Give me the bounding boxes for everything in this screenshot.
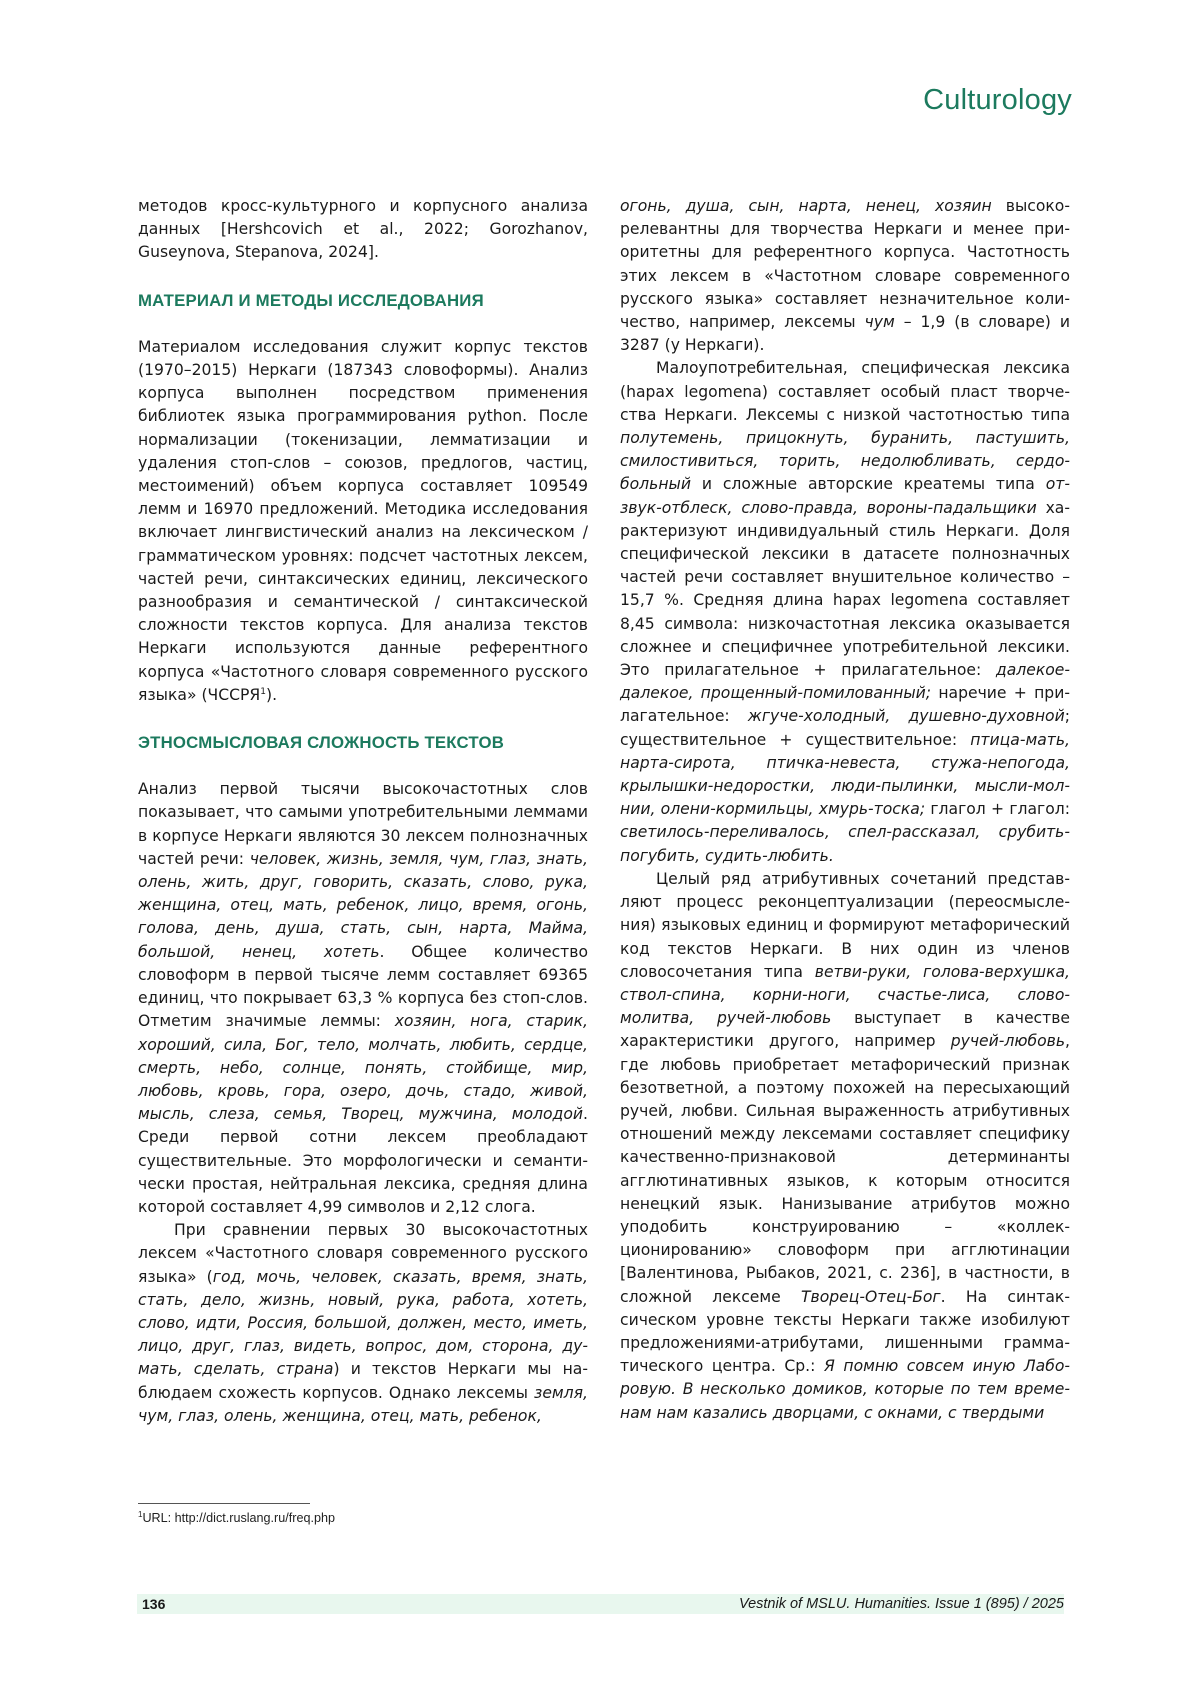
text-run: – 1,9 (в словаре) и 3287 (у Неркаги). xyxy=(620,313,1070,355)
adv-adj-examples: жгуче-холодный, душевно-духовной xyxy=(747,707,1065,726)
page-number: 136 xyxy=(142,1596,166,1612)
attributive-examples: ветви-руки, голова-верхушка, ствол-спина, корни-ноги, счастье-лиса, слово-молитва, ручей-любовь xyxy=(620,962,1071,1028)
frequency-analysis-paragraph xyxy=(138,778,588,1219)
journal-citation: Vestnik of MSLU. Humanities. Issue 1 (895) / 2025 xyxy=(738,1596,1064,1612)
materials-text: Материалом исследования служит корпус текстов (1970–2015) Неркаги (187343 словоформы). Анализ корпуса выполнен посредством применения библиотек языка программирования python. После нормализации (токенизации, лемматизации и удаления стоп-слов – союзов, предлогов, частиц, местоимений) объем корпуса составляет 109549 лемм и 16970 предложений. Методика исследования включает лингвистический анализ на лексическом / грамматическом уровнях: подсчет частотных лексем, частей речи, синтаксических единиц, лексического разнообразия и семантической / синтаксической сложности текстов корпуса. Для анализа текстов Неркаги используются данные референтного корпуса «Частотного словаря современного русского языка» (ЧССРЯ xyxy=(138,337,588,704)
relevance-paragraph xyxy=(620,195,1070,357)
text-run: высокорелевантны для творчества Неркаги и менее приоритетны для референтного корпуса. Частотность этих лексем в «Частотном словаре современного русского языка» составляет незначительное количество, например, лексемы xyxy=(620,197,1070,332)
hapax-legomena-paragraph xyxy=(620,357,1070,867)
text-run: и сложные авторские креатемы типа xyxy=(690,475,1046,494)
nerkagi-lexemes: земля, чум, глаз, олень, женщина, отец, мать, ребенок, xyxy=(138,1383,588,1425)
footnote xyxy=(138,1511,335,1525)
significant-lemmas: хозяин, нога, старик, хороший, сила, Бог, тело, молчать, любить, сердце, смерть, небо, солнце, понять, стойбище, мир, любовь, кровь, гора, озеро, дочь, стадо, живой, мысль, слеза, семья, Творец, мужчина, молодой xyxy=(138,1012,588,1124)
left-column xyxy=(138,195,588,1428)
comparison-paragraph xyxy=(138,1219,588,1428)
author-createmes: отзвук-отблеск, слово-правда, вороны-падальщики xyxy=(620,475,1070,517)
text-run: Целый ряд атрибутивных сочетаний представляют процесс реконцептуализации (переосмысления) языковых единиц и формируют метафорический код текстов Неркаги. В них один из членов словосочетания типа xyxy=(620,869,1070,981)
example-ruchey-lyubov: ручей-любовь xyxy=(950,1032,1066,1051)
footnote-text[interactable]: URL: http://dict.ruslang.ru/freq.php xyxy=(142,1511,335,1525)
text-run: ) и текстов Неркаги мы наблюдаем схожесть корпусов. Однако лексемы xyxy=(138,1360,588,1402)
text-run: , где любовь приобретает метафорический признак безответной, а поэтому похожей на пересыхающий ручей, любви. Сильная выраженность атрибутивных отношений между лексемами составляет специфику качественно-признаковой детерминанты агглютинативных языков, к которым относится ненецкий язык. Нанизывание атрибутов можно уподобить конструированию – «коллекционированию» словоформ при агглютинации [Валентинова, Рыбаков, 2021, с. 236], в частности, в сложной лексеме xyxy=(620,1032,1070,1306)
text-run: При сравнении первых 30 высокочастотных лексем «Частотного словаря современного русского языка» ( xyxy=(138,1221,588,1286)
text-run: характеризуют индивидуальный стиль Неркаги. Доля специфической лексики в датасете полнозначных частей речи составляет внушительное количество – 15,7 %. Средняя длина hapax legomena составляет 8,45 символа: низкочастотная лексика оказывается сложнее и специфичнее употребительной лексики. Это прилагательное + прилагательное: xyxy=(620,498,1070,680)
intro-paragraph: методов кросс-культурного и корпусного анализа данных [Hershcovich et al., 2022; Gorozhanov, Guseynova, Stepanova, 2024]. xyxy=(138,197,588,262)
footnote-divider xyxy=(138,1503,310,1504)
verb-verb-examples: светилось-переливалось, спел-рассказал, срубить-погубить, судить-любить. xyxy=(620,823,1070,865)
text-run: выступает в качестве характеристики другого, например xyxy=(620,1009,1070,1051)
text-run: Малоупотребительная, специфическая лексика (hapax legomena) составляет особый пласт творчества Неркаги. Лексемы с низкой частотностью типа xyxy=(620,359,1070,424)
noun-noun-examples: птица-мать, нарта-сирота, птичка-невеста, стужа-непогода, крылышки-недоростки, люди-пылинки, мысли-молнии, олени-кормильцы, хмурь-тоска; xyxy=(620,730,1070,819)
text-run: наречие + прилагательное: xyxy=(620,684,1070,726)
adj-adj-examples: далекое-далекое, прощенный-помилованный; xyxy=(620,661,1070,703)
section-heading-ethnosemantic-complexity: ЭТНОСМЫСЛОВАЯ СЛОЖНОСТЬ ТЕКСТОВ xyxy=(138,733,505,753)
reference-corpus-lexemes: год, мочь, человек, сказать, время, знать, стать, дело, жизнь, новый, рука, работа, хотеть, слово, идти, Россия, большой, должен, место, иметь, лицо, друг, глаз, видеть, вопрос, дом, сторона, думать, сделать, страна xyxy=(138,1267,589,1379)
attributive-paragraph xyxy=(620,868,1070,1425)
top30-lexemes: человек, жизнь, земля, чум, глаз, знать, олень, жить, друг, говорить, сказать, слово, рука, женщина, отец, мать, ребенок, лицо, время, огонь, голова, день, душа, стать, сын, нарта, Майма, большой, ненец, хотеть xyxy=(138,849,588,961)
text-run: . На синтаксическом уровне тексты Неркаги также изобилуют предложениями-атрибутами, лишенными грамматического центра. Ср.: xyxy=(620,1287,1070,1376)
materials-text-end: ). xyxy=(265,685,278,704)
text-run: ; существительное + существительное: xyxy=(620,707,1070,749)
text-run: Анализ первой тысячи высокочастотных слов показывает, что самыми употребительными леммами в корпусе Неркаги являются 30 лексем полнозначных частей речи: xyxy=(138,780,588,868)
text-run: . Общее количество словоформ в первой тысяче лемм составляет 69365 единиц, что покрывает 63,3 % корпуса без стоп-слов. Отметим значимые леммы: xyxy=(138,942,588,1031)
lexeme-chum: чум xyxy=(864,313,895,332)
section-heading-materials-methods: МАТЕРИАЛ И МЕТОДЫ ИССЛЕДОВАНИЯ xyxy=(138,290,484,310)
lexemes-italic: огонь, душа, сын, нарта, ненец, хозяин xyxy=(620,197,992,215)
low-frequency-lexemes: полутемень, прицокнуть, буранить, пастушить, смилостивиться, торить, недолюбливать, сердобольный xyxy=(620,429,1070,494)
right-column xyxy=(620,195,1070,1425)
materials-paragraph xyxy=(138,336,588,707)
text-run: глагол + глагол: xyxy=(925,800,1070,819)
running-head-section-title: Culturology xyxy=(923,84,1072,116)
footnote-reference[interactable]: 1 xyxy=(260,686,266,697)
text-run: . Среди первой сотни лексем преобладают существительные. Это морфологически и семантически простая, нейтральная лексика, средняя длина которой составляет 4,99 символов и 2,12 слога. xyxy=(138,1105,588,1216)
footnote-marker: 1 xyxy=(138,1509,143,1519)
quotation: Я помню совсем иную Лаборовую. В несколько домиков, которые по тем временам нам казались дворцами, с окнами, с твердыми xyxy=(620,1357,1070,1422)
compound-lexeme: Творец-Отец-Бог xyxy=(801,1287,941,1306)
